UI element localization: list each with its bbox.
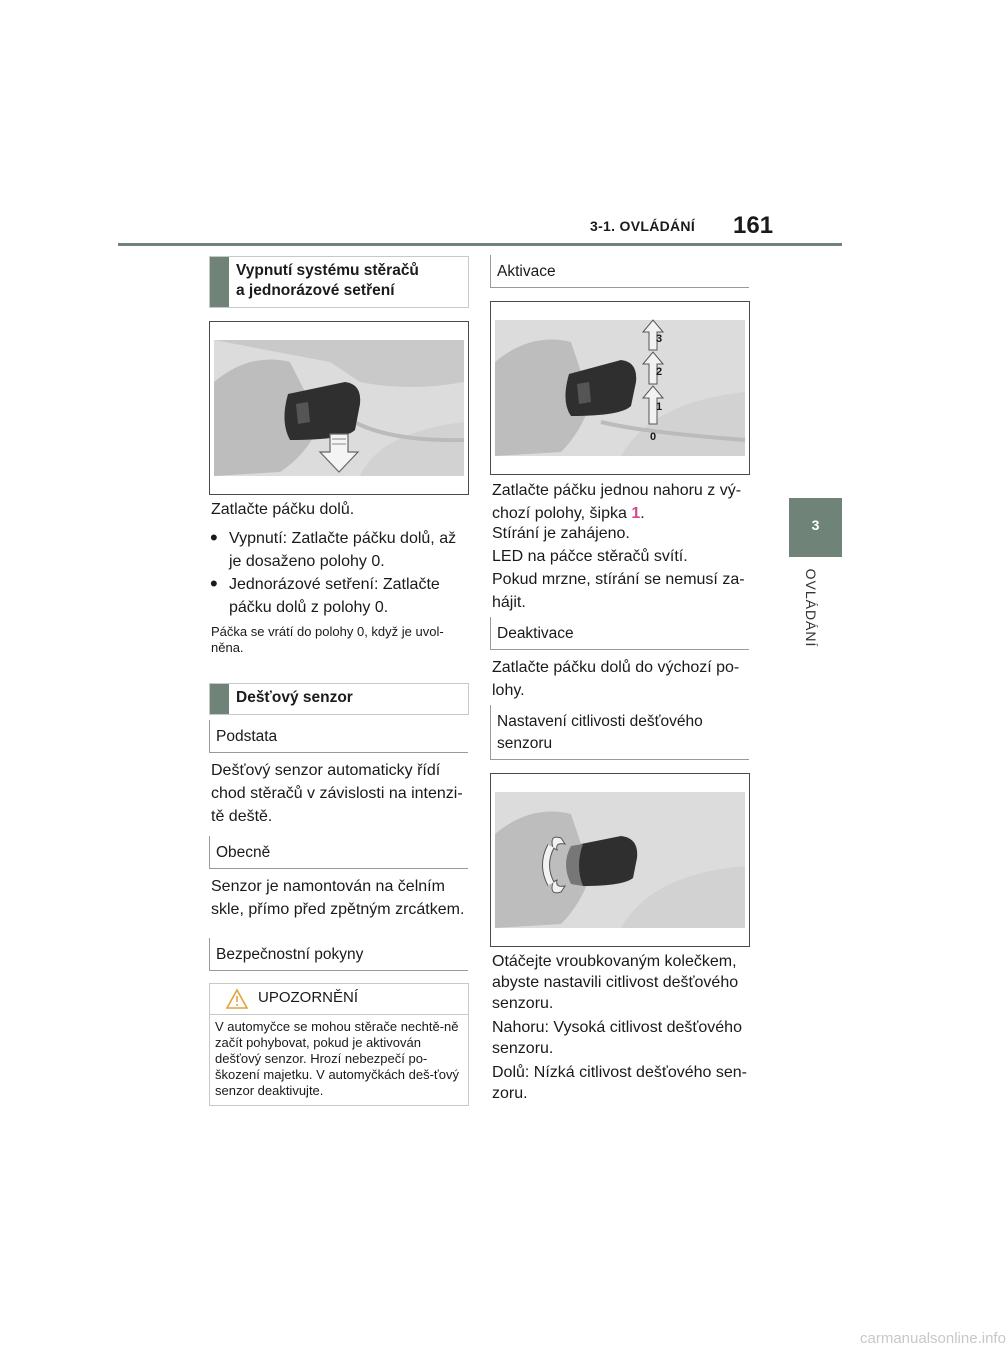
subhead-marker bbox=[209, 938, 210, 970]
warning-triangle-icon bbox=[225, 988, 249, 1010]
paragraph-activation-4: Pokud mrzne, stírání se nemusí za-hájit. bbox=[492, 571, 745, 611]
section-title: 3-1. OVLÁDÁNÍ bbox=[590, 218, 696, 234]
subheading-underline bbox=[209, 752, 468, 753]
warning-text: V automyčce se mohou stěrače nechtě-ně začít pohybovat, pokud je aktivován dešťový senzor. Hrozí nebezpečí po-škození majetku. V automyčkách deš-ťový senzor deaktivujte. bbox=[215, 1019, 460, 1098]
paragraph-sensitivity-2: Nahoru: Vysoká citlivost dešťového senzoru. bbox=[492, 1019, 742, 1057]
subheading-principle: Podstata bbox=[216, 728, 278, 745]
header-divider bbox=[118, 243, 842, 246]
bullet-single-wipe: • Jednorázové setření: Zatlačte páčku dolů z polohy 0. bbox=[229, 573, 469, 619]
subheading-safety: Bezpečnostní pokyny bbox=[216, 946, 364, 963]
subhead-marker bbox=[209, 836, 210, 868]
subheading-general: Obecně bbox=[216, 844, 271, 861]
arrow-label: 1 bbox=[631, 505, 641, 522]
chapter-number: 3 bbox=[811, 517, 820, 533]
activation-text: Zatlačte páčku jednou nahoru z vý-chozí polohy, šipka bbox=[492, 482, 742, 522]
illustration-sensitivity-wheel bbox=[490, 773, 750, 947]
section-box-accent bbox=[210, 257, 229, 307]
subheading-underline bbox=[490, 287, 749, 288]
paragraph-general: Senzor je namontován na čelním skle, přímo před zpětným zrcátkem. bbox=[211, 878, 465, 918]
activation-text-end: . bbox=[640, 505, 645, 522]
paragraph-sensitivity-1: Otáčejte vroubkovaným kolečkem, abyste nastavili citlivost dešťového senzoru. bbox=[492, 953, 739, 1012]
subheading-deactivation: Deaktivace bbox=[497, 625, 574, 642]
paragraph-deactivation: Zatlačte páčku dolů do výchozí po-lohy. bbox=[492, 659, 740, 699]
subhead-marker bbox=[490, 705, 491, 759]
paragraph-activation-2: Stírání je zahájeno. bbox=[492, 525, 630, 542]
chapter-tab bbox=[789, 498, 842, 557]
subheading-underline bbox=[490, 649, 749, 650]
position-label-2: 2 bbox=[656, 366, 663, 378]
illustration-lever-down bbox=[209, 321, 469, 495]
note-lever-return: Páčka se vrátí do polohy 0, když je uvol-něna. bbox=[211, 624, 444, 655]
section-box-rain-sensor bbox=[209, 683, 469, 715]
warning-separator bbox=[210, 1014, 468, 1015]
warning-box bbox=[209, 983, 469, 1106]
paragraph-activation-3: LED na páčce stěračů svítí. bbox=[492, 548, 688, 565]
page-number: 161 bbox=[733, 212, 774, 239]
subheading-sensitivity: Nastavení citlivosti dešťového senzoru bbox=[497, 713, 703, 752]
watermark: carmanualsonline.info bbox=[860, 1330, 1006, 1347]
position-label-1: 1 bbox=[656, 401, 663, 413]
chapter-label: OVLÁDÁNÍ bbox=[803, 568, 819, 648]
subhead-marker bbox=[209, 720, 210, 752]
bullet-off: • Vypnutí: Zatlačte páčku dolů, až je dosaženo polohy 0. bbox=[229, 527, 469, 573]
subheading-activation: Aktivace bbox=[497, 263, 556, 280]
position-label-3: 3 bbox=[656, 333, 663, 345]
paragraph-sensitivity-3: Dolů: Nízká citlivost dešťového sen-zoru. bbox=[492, 1064, 747, 1102]
section-box-title: Vypnutí systému stěračů a jednorázové setření bbox=[236, 262, 419, 299]
chapter-label-container bbox=[803, 568, 817, 648]
position-label-0: 0 bbox=[650, 431, 657, 443]
section-box-accent bbox=[210, 684, 229, 714]
subheading-underline bbox=[490, 759, 749, 760]
warning-title: UPOZORNĚNÍ bbox=[258, 989, 359, 1006]
paragraph-push-down: Zatlačte páčku dolů. bbox=[211, 501, 355, 518]
subheading-underline bbox=[209, 970, 468, 971]
illustration-lever-up bbox=[490, 301, 750, 475]
section-box-wiper-off bbox=[209, 256, 469, 308]
subhead-marker bbox=[490, 617, 491, 649]
subhead-marker bbox=[490, 255, 491, 287]
section-box-title: Dešťový senzor bbox=[236, 689, 353, 706]
paragraph-principle: Dešťový senzor automaticky řídí chod stěračů v závislosti na intenzi-tě deště. bbox=[211, 762, 463, 825]
subheading-underline bbox=[209, 868, 468, 869]
paragraph-activation-1 bbox=[492, 479, 750, 525]
